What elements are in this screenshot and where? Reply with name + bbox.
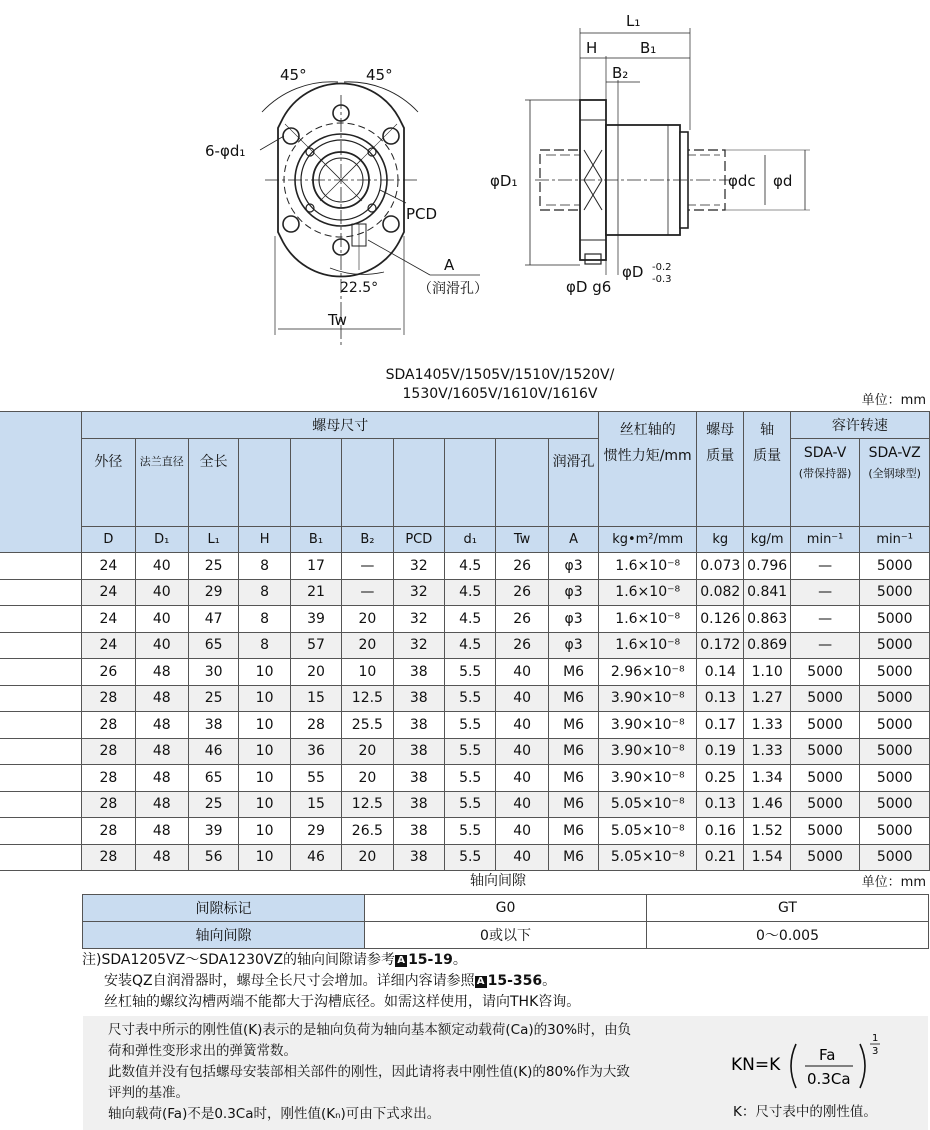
table-cell: M6: [548, 738, 599, 765]
table-cell: —: [790, 606, 860, 633]
table-cell: 5000: [860, 818, 930, 845]
table-cell: 0.796: [744, 553, 790, 580]
table-cell: 47: [188, 606, 238, 633]
table-cell: 5.5: [445, 818, 496, 845]
d1-label: φD₁: [490, 172, 518, 190]
table-cell: 3.90×10⁻⁸: [599, 738, 697, 765]
table-cell: 25.5: [342, 712, 393, 739]
table-cell: 0.073: [697, 553, 744, 580]
symbol-cell: L₁: [188, 527, 238, 553]
symbol-cell: min⁻¹: [860, 527, 930, 553]
header-flange-diameter: 法兰直径: [135, 439, 188, 527]
table-cell: 24: [82, 579, 135, 606]
table-cell: 65: [188, 632, 238, 659]
model-cell: [0, 818, 82, 845]
table-cell: 48: [135, 791, 188, 818]
table-cell: 5.05×10⁻⁸: [599, 791, 697, 818]
table-cell: 48: [135, 738, 188, 765]
table-cell: 48: [135, 765, 188, 792]
table-cell: 40: [496, 765, 548, 792]
table-cell: 28: [290, 712, 341, 739]
model-cell: [0, 606, 82, 633]
formula-exponent-numerator: 1: [872, 1033, 879, 1044]
symbol-cell: kg: [697, 527, 744, 553]
table-cell: 5.05×10⁻⁸: [599, 818, 697, 845]
dc-label: φdc: [728, 172, 756, 190]
table-cell: 26: [82, 659, 135, 686]
table-row: [0, 606, 930, 633]
table-cell: 56: [188, 844, 238, 871]
table-cell: 4.5: [445, 579, 496, 606]
table-cell: 5.5: [445, 712, 496, 739]
table-cell: 1.6×10⁻⁸: [599, 632, 697, 659]
tw-label: Tw: [328, 311, 347, 329]
table-cell: 5000: [860, 659, 930, 686]
symbol-cell: PCD: [393, 527, 444, 553]
gap-mark-gt: GT: [647, 895, 929, 922]
table-cell: 25: [188, 685, 238, 712]
table-cell: 0.21: [697, 844, 744, 871]
table-cell: 5000: [860, 606, 930, 633]
header-inertia: 丝杠轴的 惯性力矩/mm: [599, 412, 697, 527]
table-cell: 3.90×10⁻⁸: [599, 712, 697, 739]
table-cell: —: [342, 579, 393, 606]
table-cell: M6: [548, 659, 599, 686]
table-cell: 0.17: [697, 712, 744, 739]
table-cell: 10: [239, 712, 290, 739]
header-overall-length: 全长: [188, 439, 238, 527]
a-label: A: [444, 256, 455, 274]
table-cell: 0.082: [697, 579, 744, 606]
table-cell: 40: [135, 579, 188, 606]
table-cell: 38: [188, 712, 238, 739]
symbol-cell: A: [548, 527, 599, 553]
table-cell: M6: [548, 818, 599, 845]
table-cell: 3.90×10⁻⁸: [599, 685, 697, 712]
table-cell: M6: [548, 685, 599, 712]
header-nut-mass: 螺母 质量: [697, 412, 744, 527]
unit-label: 单位：mm: [861, 393, 926, 408]
table-cell: 5000: [790, 685, 860, 712]
table-row: [0, 579, 930, 606]
table-cell: 30: [188, 659, 238, 686]
table-cell: 5000: [860, 712, 930, 739]
symbol-cell: B₁: [290, 527, 341, 553]
angle-right-label: 45°: [366, 66, 393, 84]
table-row: [0, 818, 930, 845]
model-cell: [0, 844, 82, 871]
table-cell: 5000: [790, 712, 860, 739]
symbol-row: [0, 527, 930, 553]
lube-hole-label: （润滑孔）: [418, 281, 488, 297]
header-nut-dimensions: 螺母尺寸: [82, 412, 599, 439]
table-cell: 40: [496, 685, 548, 712]
d-tol-upper: -0.2: [652, 262, 672, 273]
table-row: [83, 922, 929, 949]
gap-table: [82, 894, 929, 949]
formula-denominator: 0.3Ca: [807, 1070, 851, 1088]
table-cell: 10: [239, 659, 290, 686]
rigidity-text-1b: 荷和弹性变形求出的弹簧常数。: [108, 1043, 297, 1059]
table-cell: 1.27: [744, 685, 790, 712]
table-cell: 48: [135, 844, 188, 871]
table-cell: 10: [239, 738, 290, 765]
table-cell: M6: [548, 765, 599, 792]
h-label: H: [586, 39, 598, 57]
gap-value-g0: 0或以下: [365, 922, 647, 949]
table-cell: 5000: [860, 553, 930, 580]
table-cell: 0.19: [697, 738, 744, 765]
hole-label: 6-φd₁: [205, 142, 246, 160]
technical-drawing: [0, 0, 930, 345]
gap-mark-g0: G0: [365, 895, 647, 922]
table-cell: 28: [82, 685, 135, 712]
table-cell: 65: [188, 765, 238, 792]
header-allowed-speed: 容许转速: [790, 412, 929, 439]
table-cell: 25: [188, 791, 238, 818]
table-cell: 4.5: [445, 632, 496, 659]
gap-table-title: 轴向间隙: [470, 873, 526, 889]
symbol-cell: D: [82, 527, 135, 553]
table-cell: 5.5: [445, 844, 496, 871]
table-cell: φ3: [548, 553, 599, 580]
symbol-cell: D₁: [135, 527, 188, 553]
table-cell: 15: [290, 685, 341, 712]
table-cell: 38: [393, 818, 444, 845]
table-cell: 0.25: [697, 765, 744, 792]
table-cell: 0.14: [697, 659, 744, 686]
table-row: [83, 895, 929, 922]
rigidity-text-3: 轴向载荷(Fa)不是0.3Ca时，刚性值(Kₙ)可由下式求出。: [108, 1106, 441, 1122]
table-cell: 39: [188, 818, 238, 845]
table-cell: 32: [393, 632, 444, 659]
table-cell: 8: [239, 579, 290, 606]
table-cell: 8: [239, 553, 290, 580]
table-cell: 20: [342, 765, 393, 792]
table-cell: 5000: [790, 818, 860, 845]
table-cell: φ3: [548, 632, 599, 659]
table-row: [0, 659, 930, 686]
table-cell: 1.46: [744, 791, 790, 818]
header-sda-vz: SDA-VZ (全钢球型): [860, 439, 930, 527]
rigidity-note-box: [83, 1016, 928, 1130]
front-view: [260, 82, 480, 345]
table-cell: 17: [290, 553, 341, 580]
d-tol-lower: -0.3: [652, 274, 672, 285]
model-cell: [0, 553, 82, 580]
table-cell: 26: [496, 606, 548, 633]
table-cell: 46: [290, 844, 341, 871]
table-cell: 8: [239, 606, 290, 633]
model-cell: [0, 632, 82, 659]
table-cell: 10: [239, 844, 290, 871]
table-cell: 4.5: [445, 553, 496, 580]
rigidity-formula: [723, 1024, 928, 1096]
table-cell: 5000: [860, 685, 930, 712]
table-cell: 8: [239, 632, 290, 659]
d-label: φd: [773, 172, 793, 190]
table-cell: 1.6×10⁻⁸: [599, 606, 697, 633]
table-cell: 5.5: [445, 738, 496, 765]
table-cell: 5000: [790, 844, 860, 871]
b1-label: B₁: [640, 39, 657, 57]
table-cell: 29: [290, 818, 341, 845]
model-cell: [0, 765, 82, 792]
note-1: 注)SDA1205VZ～SDA1230VZ的轴向间隙请参考 A 15-19。: [82, 952, 467, 968]
rigidity-text-2b: 评判的基准。: [108, 1085, 189, 1101]
table-cell: 1.10: [744, 659, 790, 686]
table-cell: M6: [548, 712, 599, 739]
header-shaft-mass: 轴 质量: [744, 412, 790, 527]
table-cell: 48: [135, 659, 188, 686]
table-cell: —: [790, 579, 860, 606]
symbol-cell: H: [239, 527, 290, 553]
table-row: [0, 632, 930, 659]
symbol-cell: kg/m: [744, 527, 790, 553]
header-lube-hole: 润滑孔: [548, 439, 599, 527]
table-cell: 40: [135, 553, 188, 580]
table-cell: 1.6×10⁻⁸: [599, 553, 697, 580]
table-cell: —: [790, 553, 860, 580]
table-cell: φ3: [548, 579, 599, 606]
table-cell: 5000: [860, 579, 930, 606]
table-cell: 0.126: [697, 606, 744, 633]
table-cell: 5000: [860, 738, 930, 765]
table-cell: 48: [135, 712, 188, 739]
d-tol-label: φD: [622, 263, 644, 281]
table-cell: M6: [548, 791, 599, 818]
table-cell: 40: [496, 818, 548, 845]
header-outer-diameter: 外径: [82, 439, 135, 527]
table-cell: 5000: [860, 632, 930, 659]
table-cell: 26: [496, 553, 548, 580]
table-cell: 5.5: [445, 685, 496, 712]
model-column-header: [0, 412, 82, 553]
table-cell: 0.13: [697, 791, 744, 818]
table-cell: 26: [496, 632, 548, 659]
table-cell: 48: [135, 818, 188, 845]
model-cell: [0, 791, 82, 818]
table-cell: 28: [82, 818, 135, 845]
table-cell: 20: [342, 632, 393, 659]
spec-table: [0, 411, 930, 871]
symbol-cell: kg•m²/mm: [599, 527, 697, 553]
formula-exponent-denominator: 3: [872, 1046, 879, 1057]
side-view: [525, 28, 810, 275]
table-cell: 20: [290, 659, 341, 686]
angle-small-label: 22.5°: [340, 280, 379, 296]
table-cell: 38: [393, 738, 444, 765]
table-cell: 28: [82, 738, 135, 765]
table-cell: —: [342, 553, 393, 580]
table-cell: 32: [393, 606, 444, 633]
table-cell: 48: [135, 685, 188, 712]
symbol-cell: Tw: [496, 527, 548, 553]
table-cell: 57: [290, 632, 341, 659]
table-cell: 5.5: [445, 791, 496, 818]
table-cell: 38: [393, 685, 444, 712]
gap-mark-header: 间隙标记: [83, 895, 365, 922]
table-cell: 5000: [790, 791, 860, 818]
k-note: K：尺寸表中的刚性值。: [733, 1104, 877, 1120]
table-cell: 38: [393, 712, 444, 739]
symbol-cell: min⁻¹: [790, 527, 860, 553]
table-cell: 10: [239, 818, 290, 845]
model-cell: [0, 579, 82, 606]
table-cell: 21: [290, 579, 341, 606]
angle-left-label: 45°: [280, 66, 307, 84]
table-cell: 38: [393, 844, 444, 871]
table-cell: 1.33: [744, 738, 790, 765]
table-cell: 24: [82, 553, 135, 580]
table-cell: 38: [393, 659, 444, 686]
table-cell: —: [790, 632, 860, 659]
table-cell: φ3: [548, 606, 599, 633]
table-cell: 0.869: [744, 632, 790, 659]
header-sda-v: SDA-V (带保持器): [790, 439, 860, 527]
gap-unit-label: 单位：mm: [861, 875, 926, 890]
formula-lhs: KN=K: [731, 1055, 781, 1075]
table-cell: 20: [342, 738, 393, 765]
table-cell: 40: [496, 791, 548, 818]
model-cell: [0, 712, 82, 739]
table-cell: 28: [82, 765, 135, 792]
table-cell: 0.13: [697, 685, 744, 712]
table-cell: 28: [82, 712, 135, 739]
table-cell: 36: [290, 738, 341, 765]
table-row: [0, 738, 930, 765]
table-cell: 24: [82, 606, 135, 633]
table-cell: 39: [290, 606, 341, 633]
table-cell: 40: [135, 606, 188, 633]
table-cell: 46: [188, 738, 238, 765]
model-cell: [0, 659, 82, 686]
rigidity-text-1a: 尺寸表中所示的刚性值(K)表示的是轴向负荷为轴向基本额定动载荷(Ca)的30%时，由负: [108, 1022, 632, 1038]
table-cell: 40: [496, 738, 548, 765]
table-cell: 15: [290, 791, 341, 818]
symbol-cell: d₁: [445, 527, 496, 553]
note-2: 安装QZ自润滑器时，螺母全长尺寸会增加。详细内容请参照 A 15-356。: [104, 973, 557, 989]
rigidity-text-2a: 此数值并没有包括螺母安装部相关部件的刚性，因此请将表中刚性值(K)的80%作为大致: [108, 1064, 630, 1080]
model-caption-line1: SDA1405V/1505V/1510V/1520V/: [385, 367, 615, 383]
gap-value-gt: 0～0.005: [647, 922, 929, 949]
table-cell: M6: [548, 844, 599, 871]
table-cell: 1.33: [744, 712, 790, 739]
table-cell: 0.863: [744, 606, 790, 633]
model-cell: [0, 685, 82, 712]
table-cell: 0.16: [697, 818, 744, 845]
table-row: [0, 791, 930, 818]
table-cell: 10: [239, 791, 290, 818]
note-3: 丝杠轴的螺纹沟槽两端不能都大于沟槽底径。如需这样使用，请向THK咨询。: [104, 994, 581, 1010]
table-cell: 5000: [860, 791, 930, 818]
table-cell: 10: [342, 659, 393, 686]
table-cell: 10: [239, 765, 290, 792]
table-cell: 25: [188, 553, 238, 580]
table-cell: 28: [82, 844, 135, 871]
table-cell: 40: [496, 844, 548, 871]
table-cell: 20: [342, 606, 393, 633]
table-cell: 32: [393, 579, 444, 606]
model-cell: [0, 738, 82, 765]
table-cell: 12.5: [342, 791, 393, 818]
table-cell: 38: [393, 765, 444, 792]
table-cell: 5.05×10⁻⁸: [599, 844, 697, 871]
table-cell: 40: [135, 632, 188, 659]
pcd-label: PCD: [406, 205, 438, 223]
table-cell: 1.52: [744, 818, 790, 845]
table-row: [0, 712, 930, 739]
table-cell: 5000: [790, 659, 860, 686]
table-cell: 20: [342, 844, 393, 871]
table-cell: 3.90×10⁻⁸: [599, 765, 697, 792]
table-cell: 26.5: [342, 818, 393, 845]
table-cell: 0.172: [697, 632, 744, 659]
table-cell: 24: [82, 632, 135, 659]
table-cell: 40: [496, 659, 548, 686]
table-cell: 0.841: [744, 579, 790, 606]
formula-numerator: Fa: [819, 1046, 836, 1064]
table-cell: 12.5: [342, 685, 393, 712]
l1-label: L₁: [626, 12, 641, 30]
b2-label: B₂: [612, 64, 629, 82]
table-row: [0, 685, 930, 712]
table-cell: 10: [239, 685, 290, 712]
table-cell: 40: [496, 712, 548, 739]
table-cell: 32: [393, 553, 444, 580]
table-cell: 5.5: [445, 659, 496, 686]
table-cell: 2.96×10⁻⁸: [599, 659, 697, 686]
table-cell: 5000: [790, 765, 860, 792]
table-cell: 5000: [860, 765, 930, 792]
table-row: [0, 844, 930, 871]
model-caption-line2: 1530V/1605V/1610V/1616V: [402, 386, 598, 402]
table-cell: 5.5: [445, 765, 496, 792]
table-cell: 1.6×10⁻⁸: [599, 579, 697, 606]
table-cell: 4.5: [445, 606, 496, 633]
table-cell: 26: [496, 579, 548, 606]
gap-value-header: 轴向间隙: [83, 922, 365, 949]
table-cell: 5000: [790, 738, 860, 765]
table-cell: 1.34: [744, 765, 790, 792]
table-cell: 55: [290, 765, 341, 792]
table-cell: 38: [393, 791, 444, 818]
table-row: [0, 553, 930, 580]
table-cell: 5000: [860, 844, 930, 871]
table-cell: 1.54: [744, 844, 790, 871]
symbol-cell: B₂: [342, 527, 393, 553]
dg6-label: φD g6: [566, 278, 612, 296]
table-cell: 28: [82, 791, 135, 818]
table-cell: 29: [188, 579, 238, 606]
table-row: [0, 765, 930, 792]
